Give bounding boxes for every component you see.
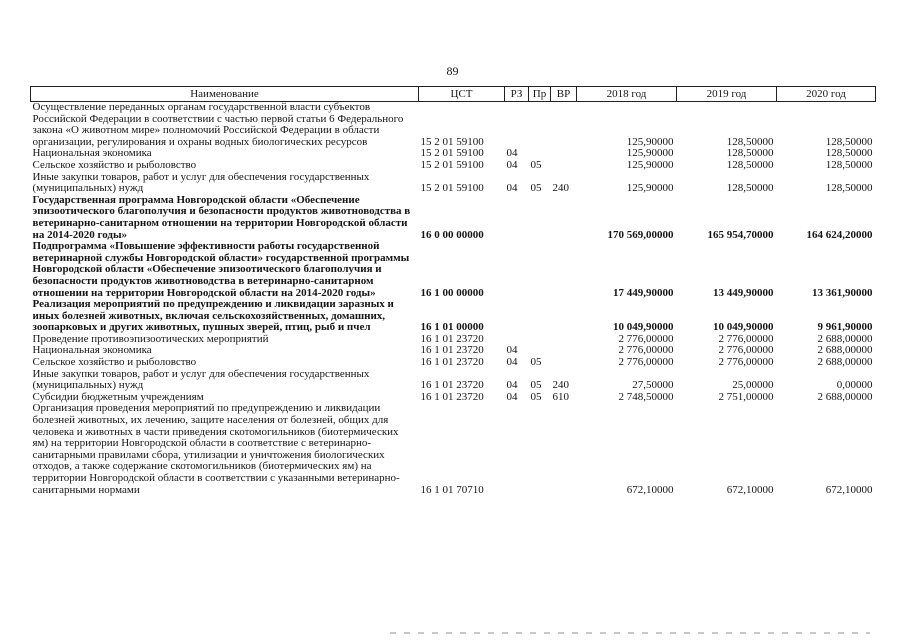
cell-y2019: 165 954,70000 <box>707 228 774 241</box>
cell-y2020: 2 688,00000 <box>817 333 873 345</box>
cell-rz: 04 <box>506 357 518 369</box>
table-row <box>31 160 876 172</box>
header-pr: Пр <box>529 87 551 102</box>
cell-y2020: 128,50000 <box>825 182 873 195</box>
header-vr: ВР <box>551 87 577 102</box>
cell-name: Реализация мероприятий по предупреждению и ликвидации заразных и иных болезней животных, включая сельскохозяйственных, домашних, зоопарковых и других животных, пушных зверей, птиц, рыб и пчел <box>32 299 394 334</box>
cell-pr <box>529 241 551 299</box>
budget-table <box>30 86 876 496</box>
cell-name: Сельское хозяйство и рыболовство <box>32 357 197 369</box>
cell-y2020: 2 688,00000 <box>817 357 873 369</box>
cell-name: Осуществление переданных органам государственной власти субъектов Российской Федерации в соответствии с частью первой статьи 6 Федерального закона «О животном мире» полномочий Российской Федерации в области организации, регулирования и охраны водных биологических ресурсов <box>32 101 404 148</box>
cell-pr <box>529 195 551 241</box>
cell-pr <box>529 403 551 496</box>
cell-rz: 04 <box>506 182 518 195</box>
cell-name: Иные закупки товаров, работ и услуг для обеспечения государственных (муниципальных) нужд <box>32 368 370 392</box>
cell-y2018: 170 569,00000 <box>607 228 674 241</box>
cell-y2018: 125,90000 <box>626 159 674 171</box>
cell-pr: 05 <box>530 159 542 171</box>
cell-rz: 04 <box>506 159 518 171</box>
cell-name: Национальная экономика <box>32 148 152 160</box>
table-row <box>31 172 876 195</box>
cell-cst: 15 2 01 59100 <box>420 159 484 171</box>
cell-y2020: 2 688,00000 <box>817 345 873 357</box>
cell-y2020: 672,10000 <box>825 483 873 496</box>
cell-y2020: 128,50000 <box>825 135 873 148</box>
table-header-row <box>31 87 876 102</box>
cell-y2018: 2 776,00000 <box>618 357 674 369</box>
cell-y2018: 125,90000 <box>626 135 674 148</box>
cell-vr <box>551 299 577 334</box>
cell-rz <box>505 241 529 299</box>
cell-y2019: 25,00000 <box>732 379 774 392</box>
cell-y2018: 17 449,90000 <box>613 286 674 299</box>
cell-pr <box>529 299 551 334</box>
cell-pr <box>529 102 551 149</box>
cell-y2020: 128,50000 <box>825 148 873 160</box>
cell-y2018: 2 776,00000 <box>618 333 674 345</box>
cell-cst: 16 1 01 23720 <box>420 333 484 345</box>
cell-vr <box>551 357 577 369</box>
cell-rz <box>505 403 529 496</box>
cell-y2019: 2 776,00000 <box>718 345 774 357</box>
cell-rz <box>505 102 529 149</box>
table-row <box>31 334 876 346</box>
cell-y2020: 0,00000 <box>836 379 873 392</box>
cell-y2020: 9 961,90000 <box>817 321 873 334</box>
cell-y2019: 10 049,90000 <box>713 321 774 334</box>
page-number: 89 <box>446 64 459 78</box>
cell-y2018: 125,90000 <box>626 182 674 195</box>
cell-rz <box>505 195 529 241</box>
scan-artifact-line <box>390 632 870 634</box>
cell-rz: 04 <box>506 379 518 392</box>
header-cst: ЦСТ <box>419 87 505 102</box>
table-row <box>31 345 876 357</box>
cell-name: Иные закупки товаров, работ и услуг для обеспечения государственных (муниципальных) нужд <box>32 171 370 195</box>
cell-vr: 610 <box>552 391 569 403</box>
cell-cst: 15 2 01 59100 <box>420 182 484 195</box>
table-row <box>31 369 876 392</box>
header-rz: РЗ <box>505 87 529 102</box>
cell-pr <box>529 345 551 357</box>
cell-y2019: 128,50000 <box>726 182 774 195</box>
cell-cst: 16 1 01 23720 <box>420 391 484 403</box>
header-2020: 2020 год <box>777 87 876 102</box>
cell-rz <box>505 299 529 334</box>
cell-vr <box>551 241 577 299</box>
cell-vr <box>551 334 577 346</box>
cell-y2020: 2 688,00000 <box>817 391 873 403</box>
cell-vr <box>551 403 577 496</box>
cell-vr <box>551 102 577 149</box>
table-row <box>31 102 876 149</box>
cell-vr <box>551 160 577 172</box>
cell-y2019: 128,50000 <box>726 135 774 148</box>
cell-name: Сельское хозяйство и рыболовство <box>32 159 197 171</box>
cell-rz: 04 <box>506 148 518 160</box>
header-2018: 2018 год <box>577 87 677 102</box>
cell-name: Организация проведения мероприятий по предупреждению и ликвидации болезней животных, их лечению, защите населения от болезней, общих для человека и животных в части приведения скотомогильников (биотермических ям) на территории Новгородской области в соответствие с ветеринарно-санитарными правилами сбора, утилизации и уничтожения биологических отходов, а также содержание скотомогильников (биотермических ям) на территории Новгородской области в соответствии с указанными ветеринарно-санитарными нормами <box>32 403 400 496</box>
cell-cst: 16 0 00 00000 <box>420 228 484 241</box>
cell-y2019: 128,50000 <box>726 159 774 171</box>
cell-cst: 16 1 01 00000 <box>420 321 484 334</box>
cell-vr: 240 <box>552 182 569 195</box>
table-row <box>31 392 876 404</box>
cell-pr: 05 <box>530 391 542 403</box>
cell-name: Подпрограмма «Повышение эффективности работы государственной ветеринарной службы Новгородской области» государственной программы Новгородской области «Обеспечение эпизоотического благополучия и безопасности продуктов животноводства в ветеринарно-санитарном отношении на территории Новгородской области на 2014-2020 годы» <box>32 241 410 299</box>
cell-vr <box>551 195 577 241</box>
cell-name: Субсидии бюджетным учреждениям <box>32 391 204 403</box>
cell-y2018: 10 049,90000 <box>613 321 674 334</box>
cell-pr: 05 <box>530 357 542 369</box>
cell-y2018: 2 748,50000 <box>618 391 674 403</box>
cell-rz <box>505 334 529 346</box>
cell-y2018: 27,50000 <box>632 379 674 392</box>
cell-vr <box>551 148 577 160</box>
cell-cst: 15 2 01 59100 <box>420 148 484 160</box>
cell-y2018: 125,90000 <box>626 148 674 160</box>
table-row <box>31 299 876 334</box>
cell-y2020: 128,50000 <box>825 159 873 171</box>
cell-y2019: 13 449,90000 <box>713 286 774 299</box>
cell-vr <box>551 345 577 357</box>
table-row <box>31 403 876 496</box>
cell-y2019: 2 751,00000 <box>718 391 774 403</box>
cell-y2019: 672,10000 <box>726 483 774 496</box>
cell-y2019: 2 776,00000 <box>718 333 774 345</box>
cell-y2018: 672,10000 <box>626 483 674 496</box>
cell-name: Государственная программа Новгородской области «Обеспечение эпизоотического благополучия и безопасности продуктов животноводства в ветеринарно-санитарном отношении на территории Новгородской области на 2014-2020 годы» <box>32 194 411 241</box>
cell-pr <box>529 148 551 160</box>
cell-rz: 04 <box>506 391 518 403</box>
cell-pr: 05 <box>530 182 542 195</box>
cell-y2019: 128,50000 <box>726 148 774 160</box>
cell-name: Национальная экономика <box>32 345 152 357</box>
cell-cst: 16 1 01 23720 <box>420 379 484 392</box>
cell-vr: 240 <box>552 379 569 392</box>
cell-pr <box>529 334 551 346</box>
cell-cst: 16 1 01 23720 <box>420 357 484 369</box>
cell-pr: 05 <box>530 379 542 392</box>
header-name: Наименование <box>31 87 419 102</box>
table-row <box>31 195 876 241</box>
cell-cst: 15 2 01 59100 <box>420 135 484 148</box>
cell-rz: 04 <box>506 345 518 357</box>
cell-cst: 16 1 01 23720 <box>420 345 484 357</box>
cell-y2020: 164 624,20000 <box>806 228 873 241</box>
cell-cst: 16 1 01 70710 <box>420 483 484 496</box>
cell-y2020: 13 361,90000 <box>812 286 873 299</box>
table-row <box>31 241 876 299</box>
table-row <box>31 357 876 369</box>
cell-cst: 16 1 00 00000 <box>420 286 484 299</box>
cell-y2019: 2 776,00000 <box>718 357 774 369</box>
cell-name: Проведение противоэпизоотических мероприятий <box>32 333 269 345</box>
cell-y2018: 2 776,00000 <box>618 345 674 357</box>
header-2019: 2019 год <box>677 87 777 102</box>
table-body <box>31 102 876 497</box>
table-row <box>31 148 876 160</box>
